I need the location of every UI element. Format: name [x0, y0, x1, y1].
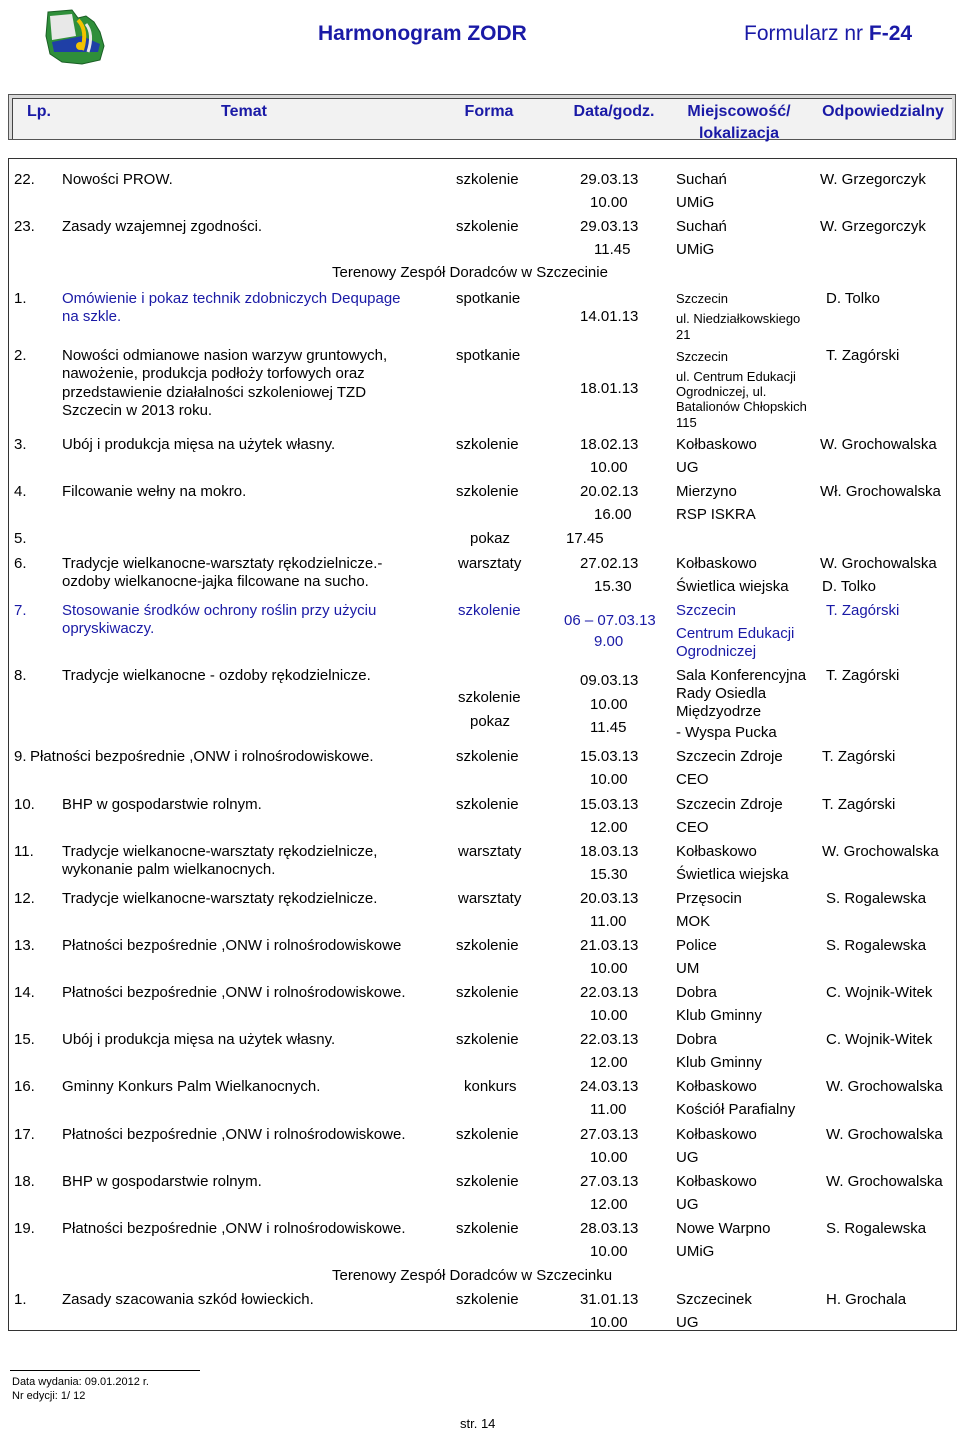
row-time: 12.00 — [590, 1054, 628, 1071]
row-place-detail: Rady Osiedla — [676, 685, 767, 702]
row-date: 18.01.13 — [580, 380, 639, 397]
row-place: Przęsocin — [676, 890, 742, 907]
row-topic-line2: opryskiwaczy. — [62, 620, 155, 637]
row-topic: Płatności bezpośrednie ,ONW i rolnośrodowiskowe. — [62, 1126, 406, 1143]
row-responsible: W. Grzegorczyk — [820, 218, 926, 235]
row-responsible: C. Wojnik-Witek — [826, 1031, 933, 1048]
row-time-2: 11.45 — [590, 719, 627, 736]
row-responsible: W. Grochowalska — [826, 1173, 943, 1190]
row-responsible: S. Rogalewska — [826, 937, 927, 954]
row-responsible: S. Rogalewska — [826, 1220, 927, 1237]
row-number: 9. — [14, 748, 27, 765]
row-place-detail: CEO — [676, 771, 709, 788]
col-topic: Temat — [221, 103, 267, 120]
row-place-detail: - Wyspa Pucka — [676, 724, 777, 741]
row-place-detail: 115 — [676, 415, 697, 430]
row-number: 1. — [14, 290, 27, 307]
row-form: szkolenie — [458, 689, 521, 706]
row-number: 11. — [14, 843, 34, 860]
row-topic-line2: nawożenie, produkcja podłoży torfowych oraz — [62, 365, 365, 382]
row-responsible: W. Grochowalska — [822, 843, 939, 860]
row-date: 28.03.13 — [580, 1220, 639, 1237]
row-responsible: T. Zagórski — [822, 796, 896, 813]
row-topic: Płatności bezpośrednie ,ONW i rolnośrodowiskowe. — [62, 984, 406, 1001]
row-date: 27.03.13 — [580, 1173, 639, 1190]
row-date: 21.03.13 — [580, 937, 639, 954]
row-form: warsztaty — [458, 890, 522, 907]
row-number: 15. — [14, 1031, 35, 1048]
row-place: Sala Konferencyjna — [676, 667, 807, 684]
row-number: 13. — [14, 937, 35, 954]
row-date: 15.03.13 — [580, 748, 639, 765]
row-form: szkolenie — [456, 171, 519, 188]
row-place: Szczecinek — [676, 1291, 752, 1308]
row-date: 24.03.13 — [580, 1078, 639, 1095]
section-heading: Terenowy Zespół Doradców w Szczecinku — [332, 1267, 613, 1284]
row-place-detail: ul. Niedziałkowskiego — [676, 311, 801, 326]
row-place: Szczecin Zdroje — [676, 796, 783, 813]
row-place-detail: UG — [676, 459, 699, 476]
row-place-detail: Centrum Edukacji — [676, 625, 795, 642]
row-form: spotkanie — [456, 347, 521, 364]
row-time: 10.00 — [590, 459, 628, 476]
row-topic-line3: przedstawienie działalności szkoleniowej TZD — [62, 384, 367, 401]
row-place: Nowe Warpno — [676, 1220, 771, 1237]
row-place-detail: UG — [676, 1314, 699, 1331]
row-number: 1. — [14, 1291, 27, 1308]
row-topic: Tradycje wielkanocne - ozdoby rękodzielnicze. — [62, 667, 371, 684]
row-number: 12. — [14, 890, 35, 907]
row-form: szkolenie — [456, 1126, 519, 1143]
row-time: 9.00 — [594, 633, 624, 650]
row-form: szkolenie — [456, 218, 519, 235]
row-date: 29.03.13 — [580, 171, 639, 188]
row-topic: Tradycje wielkanocne-warsztaty rękodzielnicze, — [62, 843, 378, 860]
row-place-detail: Świetlica wiejska — [676, 866, 789, 883]
row-date: 15.03.13 — [580, 796, 639, 813]
row-number: 14. — [14, 984, 35, 1001]
row-place-detail: UMiG — [676, 1243, 715, 1260]
row-number: 19. — [14, 1220, 35, 1237]
col-form: Forma — [464, 103, 514, 120]
row-topic: Omówienie i pokaz technik zdobniczych Dequpage — [62, 290, 401, 307]
row-topic: Stosowanie środków ochrony roślin przy użyciu — [62, 602, 377, 619]
row-place: Dobra — [676, 984, 717, 1001]
row-form: szkolenie — [456, 483, 519, 500]
row-responsible: S. Rogalewska — [826, 890, 927, 907]
row-time: 16.00 — [594, 506, 632, 523]
row-form: szkolenie — [456, 1220, 519, 1237]
row-place-detail: Ogrodniczej — [676, 643, 757, 660]
row-time: 11.00 — [590, 913, 627, 930]
row-topic: Płatności bezpośrednie ,ONW i rolnośrodowiskowe. — [62, 1220, 406, 1237]
row-place-detail: Kościół Parafialny — [676, 1101, 796, 1118]
issue-date: Data wydania: 09.01.2012 r. — [12, 1376, 149, 1388]
row-topic: Tradycje wielkanocne-warsztaty rękodzielnicze.- — [62, 555, 383, 572]
schedule-table — [8, 158, 957, 1331]
row-date: 22.03.13 — [580, 984, 639, 1001]
row-time: 11.00 — [590, 1101, 627, 1118]
row-time: 10.00 — [590, 771, 628, 788]
row-form: szkolenie — [456, 1031, 519, 1048]
row-responsible: W. Grochowalska — [826, 1126, 943, 1143]
row-topic: Ubój i produkcja mięsa na użytek własny. — [62, 436, 336, 453]
row-responsible: C. Wojnik-Witek — [826, 984, 933, 1001]
row-form: warsztaty — [458, 555, 522, 572]
row-date: 14.01.13 — [580, 308, 639, 325]
row-number: 8. — [14, 667, 27, 684]
row-topic-line2: na szkle. — [62, 308, 122, 325]
row-date: 20.02.13 — [580, 483, 639, 500]
row-time: 10.00 — [590, 696, 628, 713]
edition-number: Nr edycji: 1/ 12 — [12, 1390, 86, 1402]
row-responsible: H. Grochala — [826, 1291, 907, 1308]
row-number: 4. — [14, 483, 27, 500]
row-responsible: W. Grochowalska — [820, 555, 937, 572]
row-date: 20.03.13 — [580, 890, 639, 907]
row-place-detail: Międzyodrze — [676, 703, 762, 720]
row-form: konkurs — [464, 1078, 517, 1095]
row-time: 10.00 — [590, 1149, 628, 1166]
row-responsible: T. Zagórski — [826, 602, 900, 619]
row-topic: BHP w gospodarstwie rolnym. — [62, 1173, 262, 1190]
row-place: Szczecin — [676, 349, 729, 364]
form-number: Formularz nr F-24 — [744, 22, 913, 45]
row-time: 17.45 — [566, 530, 604, 547]
row-number: 6. — [14, 555, 27, 572]
row-place: Police — [676, 937, 717, 954]
row-place: Kołbaskowo — [676, 843, 757, 860]
row-form: szkolenie — [456, 937, 519, 954]
row-time: 15.30 — [594, 578, 632, 595]
row-date: 09.03.13 — [580, 672, 639, 689]
row-topic: Zasady wzajemnej zgodności. — [62, 218, 263, 235]
row-form: szkolenie — [456, 436, 519, 453]
row-topic: Filcowanie wełny na mokro. — [62, 483, 247, 500]
row-time: 10.00 — [590, 960, 628, 977]
row-place-detail: UG — [676, 1149, 699, 1166]
row-place: Kołbaskowo — [676, 1126, 757, 1143]
row-place-detail: UG — [676, 1196, 699, 1213]
row-time: 10.00 — [590, 1314, 628, 1331]
row-form: szkolenie — [456, 984, 519, 1001]
row-topic: BHP w gospodarstwie rolnym. — [62, 796, 262, 813]
row-date: 22.03.13 — [580, 1031, 639, 1048]
row-topic: Gminny Konkurs Palm Wielkanocnych. — [62, 1078, 321, 1095]
row-topic: Zasady szacowania szkód łowieckich. — [62, 1291, 314, 1308]
row-place-detail: RSP ISKRA — [676, 506, 756, 523]
row-place-detail: UM — [676, 960, 700, 977]
row-topic: Płatności bezpośrednie ,ONW i rolnośrodowiskowe — [62, 937, 402, 954]
row-place: Suchań — [676, 218, 727, 235]
row-form: spotkanie — [456, 290, 521, 307]
row-topic-line4: Szczecin w 2013 roku. — [62, 402, 213, 419]
row-form-2: pokaz — [470, 713, 511, 730]
row-topic: Nowości PROW. — [62, 171, 173, 188]
row-place: Szczecin — [676, 291, 729, 306]
row-form: szkolenie — [458, 602, 521, 619]
row-responsible: W. Grochowalska — [820, 436, 937, 453]
footer-divider — [10, 1370, 200, 1371]
row-place-detail: ul. Centrum Edukacji — [676, 369, 796, 384]
row-place: Kołbaskowo — [676, 1173, 757, 1190]
row-form: pokaz — [470, 530, 511, 547]
row-date: 27.02.13 — [580, 555, 639, 572]
row-number: 2. — [14, 347, 27, 364]
row-place-detail: Klub Gminny — [676, 1007, 762, 1024]
row-place: Szczecin Zdroje — [676, 748, 783, 765]
row-place: Kołbaskowo — [676, 436, 757, 453]
row-place: Szczecin — [676, 602, 737, 619]
row-place: Suchań — [676, 171, 727, 188]
row-place: Dobra — [676, 1031, 717, 1048]
row-time: 10.00 — [590, 1007, 628, 1024]
row-responsible: T. Zagórski — [826, 667, 900, 684]
row-place: Kołbaskowo — [676, 555, 757, 572]
row-responsible-2: D. Tolko — [822, 578, 876, 595]
row-date: 29.03.13 — [580, 218, 639, 235]
row-topic-line2: wykonanie palm wielkanocnych. — [62, 861, 276, 878]
row-date: 18.02.13 — [580, 436, 639, 453]
row-topic: Tradycje wielkanocne-warsztaty rękodzielnicze. — [62, 890, 378, 907]
organization-logo — [42, 6, 122, 66]
col-date: Data/godz. — [573, 103, 655, 120]
row-responsible: W. Grzegorczyk — [820, 171, 926, 188]
row-number: 5. — [14, 530, 27, 547]
row-time: 10.00 — [590, 1243, 628, 1260]
row-responsible: Wł. Grochowalska — [820, 483, 941, 500]
table-header — [8, 94, 956, 140]
col-lp: Lp. — [27, 103, 51, 120]
row-time: 11.45 — [594, 241, 631, 258]
row-date: 18.03.13 — [580, 843, 639, 860]
section-heading: Terenowy Zespół Doradców w Szczecinie — [332, 264, 608, 281]
row-place-detail: CEO — [676, 819, 709, 836]
row-date: 31.01.13 — [580, 1291, 639, 1308]
row-place-detail: UMiG — [676, 194, 715, 211]
row-number: 18. — [14, 1173, 35, 1190]
row-responsible: D. Tolko — [826, 290, 880, 307]
row-responsible: W. Grochowalska — [826, 1078, 943, 1095]
row-time: 10.00 — [590, 194, 628, 211]
row-number: 17. — [14, 1126, 35, 1143]
page-title: Harmonogram ZODR — [318, 22, 527, 45]
page-number: str. 14 — [460, 1416, 496, 1431]
row-number: 3. — [14, 436, 27, 453]
row-place-detail: Ogrodniczej, ul. — [676, 384, 767, 399]
row-form: warsztaty — [458, 843, 522, 860]
row-place-detail: Świetlica wiejska — [676, 578, 789, 595]
row-date: 06 – 07.03.13 — [564, 612, 656, 629]
row-form: szkolenie — [456, 748, 519, 765]
row-topic: Nowości odmianowe nasion warzyw gruntowych, — [62, 347, 388, 364]
row-time: 12.00 — [590, 1196, 628, 1213]
row-number: 7. — [14, 602, 27, 619]
col-responsible: Odpowiedzialny — [822, 103, 944, 120]
row-topic: Płatności bezpośrednie ,ONW i rolnośrodowiskowe. — [30, 748, 374, 765]
row-place-detail: MOK — [676, 913, 711, 930]
row-place-detail: 21 — [676, 327, 691, 342]
row-topic: Ubój i produkcja mięsa na użytek własny. — [62, 1031, 336, 1048]
row-time: 12.00 — [590, 819, 628, 836]
row-number: 10. — [14, 796, 35, 813]
row-form: szkolenie — [456, 1173, 519, 1190]
row-place-detail: Batalionów Chłopskich — [676, 399, 807, 414]
row-topic-line2: ozdoby wielkanocne-jajka filcowane na sucho. — [62, 573, 369, 590]
row-number: 16. — [14, 1078, 35, 1095]
row-place-detail: UMiG — [676, 241, 715, 258]
row-place-detail: Klub Gminny — [676, 1054, 762, 1071]
row-place: Mierzyno — [676, 483, 737, 500]
col-place: Miejscowość/ — [687, 103, 791, 120]
row-time: 15.30 — [590, 866, 628, 883]
row-date: 27.03.13 — [580, 1126, 639, 1143]
col-place-2: lokalizacja — [698, 125, 780, 142]
row-number: 22. — [14, 171, 35, 188]
row-place: Kołbaskowo — [676, 1078, 757, 1095]
row-form: szkolenie — [456, 796, 519, 813]
row-form: szkolenie — [456, 1291, 519, 1308]
row-number: 23. — [14, 218, 35, 235]
row-responsible: T. Zagórski — [822, 748, 896, 765]
row-responsible: T. Zagórski — [826, 347, 900, 364]
